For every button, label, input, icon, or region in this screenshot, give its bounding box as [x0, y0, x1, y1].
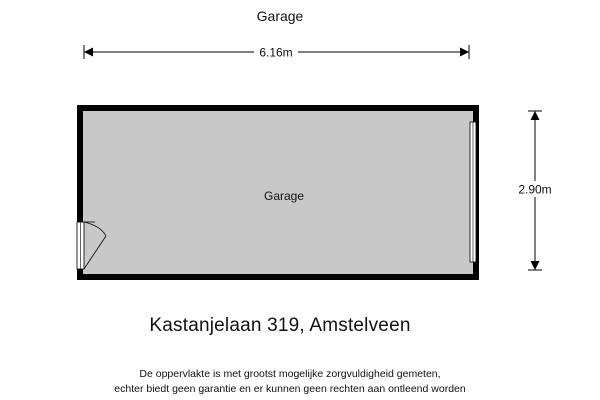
- disclaimer-line-2: echter biedt geen garantie en er kunnen geen rechten aan ontleend worden: [114, 383, 466, 395]
- floor-title: Garage: [256, 8, 304, 24]
- width-label: 6.16m: [259, 45, 293, 60]
- room-label: Garage: [263, 189, 305, 203]
- width-dimension: [84, 44, 469, 60]
- depth-label: 2.90m: [518, 182, 552, 197]
- address: Kastanjelaan 319, Amstelveen: [149, 315, 411, 336]
- garage-room: [77, 108, 476, 277]
- disclaimer: [0, 367, 580, 397]
- disclaimer-line-1: De oppervlakte is met grootst mogelijke zorgvuldigheid gemeten,: [139, 368, 441, 380]
- depth-dimension: [512, 111, 558, 270]
- arrowhead-down-icon: [531, 261, 540, 270]
- arrowhead-left-icon: [84, 48, 93, 57]
- arrowhead-right-icon: [460, 48, 469, 57]
- arrowhead-up-icon: [531, 111, 540, 120]
